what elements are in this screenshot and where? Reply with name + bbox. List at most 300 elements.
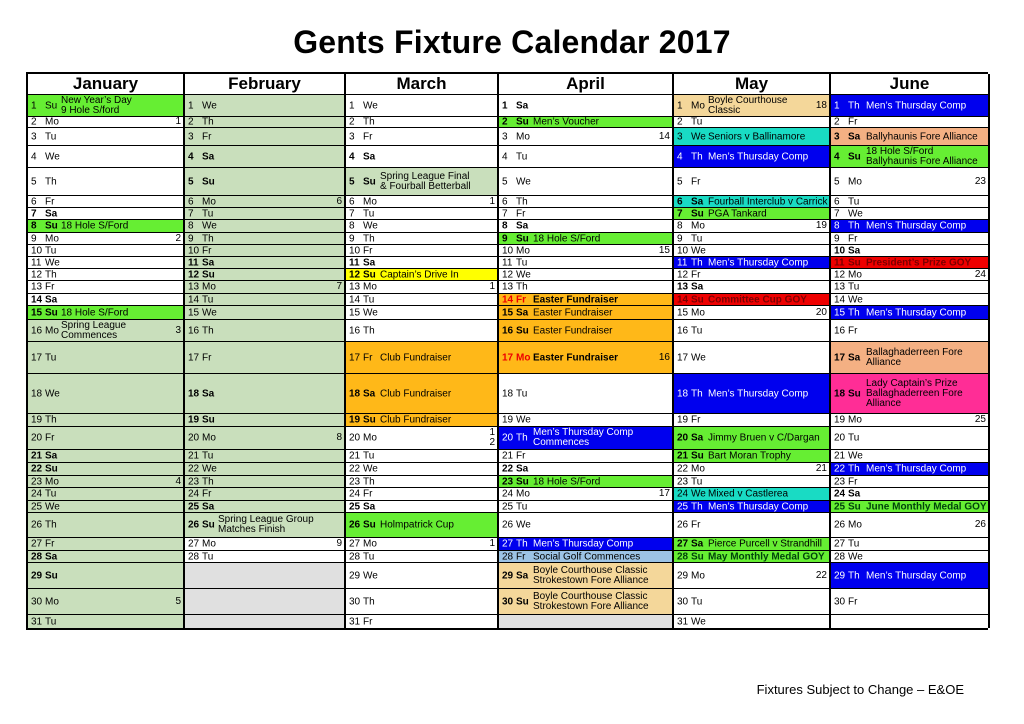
day-number: 12 [349, 269, 361, 280]
day-cell [674, 94, 831, 116]
weekday: Su [691, 551, 704, 562]
day-number: 27 [349, 538, 361, 550]
day-number: 30 [31, 596, 43, 607]
weekday: Tu [848, 196, 860, 207]
day-label [31, 451, 61, 462]
day-number: 2 [502, 116, 508, 127]
day-number: 4 [834, 151, 840, 162]
day-label [188, 196, 218, 207]
weekday: Fr [45, 432, 55, 444]
day-cell [185, 550, 346, 562]
weekday: Sa [45, 208, 58, 219]
day-label [502, 520, 532, 531]
day-label [188, 433, 218, 444]
day-row [28, 449, 988, 462]
day-number: 17 [349, 352, 361, 363]
event-label: Pierce Purcell v Strandhill [708, 538, 822, 550]
weekday: Tu [848, 281, 860, 293]
day-label [188, 388, 218, 399]
weekday: We [202, 307, 217, 318]
day-cell [28, 588, 185, 614]
day-number: 13 [834, 281, 846, 293]
weekday: Mo [516, 352, 531, 363]
weekday: Fr [202, 488, 212, 500]
day-cell [185, 413, 346, 426]
day-number: 16 [677, 325, 689, 336]
weekday: Sa [691, 432, 704, 444]
day-label [188, 352, 218, 363]
day-row [28, 462, 988, 475]
weekday: Mo [363, 538, 377, 550]
day-number: 7 [188, 208, 194, 219]
day-label [502, 245, 532, 256]
day-label [834, 388, 864, 399]
weekday: Th [848, 307, 860, 318]
weekday: Su [691, 208, 704, 219]
day-cell [674, 219, 831, 232]
day-number: 1 [834, 100, 840, 111]
day-number: 18 [502, 388, 514, 399]
day-label [677, 208, 707, 219]
weekday: Th [691, 151, 703, 162]
day-cell [674, 562, 831, 588]
weekday: Mo [202, 538, 216, 550]
day-cell [499, 487, 674, 500]
weekday: Fr [691, 269, 701, 280]
weekday: Mo [691, 570, 705, 581]
weekday: Su [691, 450, 704, 462]
weekday: We [516, 519, 531, 531]
day-number: 9 [677, 233, 683, 244]
day-label [188, 131, 218, 142]
day-row [28, 373, 988, 413]
day-cell [831, 305, 990, 319]
weekday: Mo [363, 196, 377, 207]
weekday: Th [516, 538, 528, 550]
day-row [28, 145, 988, 167]
weekday: Mo [202, 196, 216, 207]
day-cell [674, 475, 831, 487]
day-cell [346, 195, 499, 207]
day-label [677, 117, 707, 128]
weekday: Su [516, 233, 529, 244]
weekday: Mo [45, 476, 59, 487]
day-number: 5 [677, 176, 683, 187]
day-number: 8 [188, 220, 194, 232]
day-cell [674, 319, 831, 341]
day-cell [185, 373, 346, 413]
day-label [502, 325, 532, 336]
day-cell [499, 305, 674, 319]
weekday: Th [45, 519, 57, 531]
day-number: 6 [502, 196, 508, 207]
weekday: We [848, 294, 863, 305]
day-label [502, 616, 532, 627]
day-number: 4 [502, 151, 508, 162]
weekday: Sa [202, 151, 215, 162]
day-label [31, 596, 61, 607]
day-label [31, 117, 61, 128]
day-cell [28, 562, 185, 588]
day-cell [674, 145, 831, 167]
day-cell [185, 207, 346, 219]
day-row [28, 562, 988, 588]
day-number: 12 [31, 269, 43, 280]
day-number: 31 [349, 616, 361, 627]
day-number: 10 [188, 245, 200, 256]
day-cell [674, 449, 831, 462]
day-label [349, 489, 379, 500]
day-label [31, 100, 61, 111]
day-number: 23 [188, 476, 200, 487]
day-cell [28, 293, 185, 305]
day-number: 12 [677, 269, 689, 280]
day-cell [28, 449, 185, 462]
weekday: We [691, 488, 706, 500]
day-number: 20 [834, 432, 846, 444]
day-label [31, 233, 61, 244]
day-cell [28, 145, 185, 167]
day-row [28, 256, 988, 268]
day-cell [674, 127, 831, 145]
day-cell [831, 426, 990, 449]
day-label [188, 501, 218, 512]
weekday: We [45, 388, 60, 399]
day-number: 3 [677, 131, 683, 142]
day-cell [185, 614, 346, 628]
day-label [834, 100, 864, 111]
day-cell [674, 207, 831, 219]
weekday: We [516, 269, 531, 280]
day-row [28, 426, 988, 449]
weekday: Mo [848, 176, 862, 187]
weekday: Sa [45, 294, 58, 305]
day-label [349, 257, 379, 268]
week-number: 18 [815, 99, 827, 111]
day-number: 22 [31, 463, 43, 475]
day-label [502, 196, 532, 207]
day-cell [346, 562, 499, 588]
weekday: Sa [45, 551, 58, 562]
day-number: 28 [677, 551, 689, 562]
weekday: Su [45, 463, 58, 475]
day-label [349, 131, 379, 142]
day-row [28, 232, 988, 244]
day-number: 27 [677, 538, 689, 550]
disclaimer: Fixtures Subject to Change – E&OE [756, 682, 964, 697]
day-cell [28, 487, 185, 500]
day-label [31, 208, 61, 219]
day-row [28, 588, 988, 614]
day-cell [28, 280, 185, 293]
day-label [834, 616, 864, 627]
day-number: 5 [188, 176, 194, 187]
day-label [502, 501, 532, 512]
day-number: 6 [31, 196, 37, 207]
day-number: 15 [349, 307, 361, 318]
day-label [834, 131, 864, 142]
weekday: Fr [691, 519, 701, 531]
day-number: 17 [834, 352, 846, 363]
day-cell [831, 145, 990, 167]
day-cell [185, 487, 346, 500]
day-cell [346, 537, 499, 550]
day-number: 1 [188, 100, 194, 111]
day-label [834, 325, 864, 336]
day-label [502, 596, 532, 607]
weekday: Fr [516, 208, 526, 219]
day-rows [26, 94, 988, 630]
day-label [502, 221, 532, 232]
day-number: 17 [31, 352, 43, 363]
day-label [677, 196, 707, 207]
weekday: Tu [45, 245, 57, 256]
day-number: 10 [349, 245, 361, 256]
month-header-january: January [28, 74, 185, 94]
day-label [677, 151, 707, 162]
day-label [834, 551, 864, 562]
day-cell [499, 550, 674, 562]
weekday: Fr [516, 294, 526, 305]
day-cell [674, 167, 831, 195]
day-cell [346, 268, 499, 280]
weekday: We [363, 463, 378, 475]
day-number: 22 [188, 463, 200, 475]
day-label [188, 307, 218, 318]
weekday: Th [202, 233, 214, 244]
weekday: Sa [202, 501, 215, 512]
day-label [677, 539, 707, 550]
day-cell [185, 475, 346, 487]
day-label [31, 176, 61, 187]
day-cell [185, 167, 346, 195]
month-header-april: April [499, 74, 674, 94]
day-cell [674, 195, 831, 207]
event-label: Mixed v Castlerea [708, 488, 789, 500]
day-cell [185, 512, 346, 537]
weekday: Th [848, 220, 860, 232]
day-number: 25 [349, 501, 361, 512]
day-number: 22 [349, 463, 361, 475]
weekday: Su [45, 307, 58, 318]
day-label [677, 100, 707, 111]
day-number: 14 [834, 294, 846, 305]
weekday: Sa [45, 450, 58, 462]
weekday: Th [363, 116, 375, 127]
day-number: 19 [677, 414, 689, 426]
day-cell [346, 219, 499, 232]
weekday: Su [45, 220, 58, 232]
day-cell [185, 293, 346, 305]
day-label [502, 570, 532, 581]
day-cell [346, 341, 499, 373]
month-header-may: May [674, 74, 831, 94]
day-cell [674, 268, 831, 280]
weekday: Fr [848, 116, 858, 127]
day-number: 23 [677, 476, 689, 487]
event-label: Easter Fundraiser [533, 325, 613, 336]
day-cell [28, 127, 185, 145]
day-cell [831, 167, 990, 195]
weekday: We [202, 463, 217, 475]
day-cell [831, 116, 990, 127]
event-label: Club Fundraiser [380, 352, 452, 363]
day-number: 2 [349, 116, 355, 127]
weekday: Th [691, 501, 703, 512]
week-number: 20 [815, 306, 827, 318]
day-row [28, 305, 988, 319]
event-label: Men’s Thursday Comp [866, 220, 967, 232]
day-cell [185, 341, 346, 373]
day-label [188, 100, 218, 111]
day-number: 20 [349, 432, 361, 444]
event-label: Easter Fundraiser [533, 294, 619, 305]
day-row [28, 475, 988, 487]
month-header-february: February [185, 74, 346, 94]
day-label [188, 520, 218, 531]
weekday: We [45, 501, 60, 512]
day-number: 3 [349, 131, 355, 142]
day-label [677, 596, 707, 607]
week-number: 19 [815, 220, 827, 231]
day-cell [674, 614, 831, 628]
day-label [349, 176, 379, 187]
day-label [188, 596, 218, 607]
day-label [502, 257, 532, 268]
weekday: Th [691, 388, 703, 399]
day-label [349, 451, 379, 462]
weekday: Su [848, 151, 861, 162]
day-label [834, 520, 864, 531]
day-cell [28, 426, 185, 449]
day-label [677, 352, 707, 363]
day-row [28, 537, 988, 550]
day-number: 28 [834, 551, 846, 562]
day-number: 25 [31, 501, 43, 512]
day-cell [831, 127, 990, 145]
day-cell [346, 475, 499, 487]
week-number: 17 [658, 488, 670, 499]
day-cell [499, 293, 674, 305]
weekday: We [848, 551, 863, 562]
day-label [834, 269, 864, 280]
day-number: 1 [31, 100, 37, 111]
day-cell [674, 293, 831, 305]
week-number: 15 [658, 244, 670, 256]
day-cell [346, 167, 499, 195]
day-number: 24 [834, 488, 846, 500]
day-number: 5 [349, 176, 355, 187]
day-label [349, 208, 379, 219]
day-number: 23 [349, 476, 361, 487]
weekday: Fr [516, 551, 526, 562]
day-cell [346, 449, 499, 462]
weekday: Th [45, 269, 57, 280]
day-number: 18 [677, 388, 689, 399]
day-cell [674, 413, 831, 426]
day-label [834, 257, 864, 268]
day-label [31, 433, 61, 444]
day-cell [499, 280, 674, 293]
day-number: 10 [31, 245, 43, 256]
weekday: Th [45, 414, 57, 426]
day-cell [346, 319, 499, 341]
day-cell [831, 94, 990, 116]
weekday: Su [516, 476, 529, 487]
week-number: 21 [815, 463, 827, 474]
day-label [188, 451, 218, 462]
day-label [834, 282, 864, 293]
day-label [502, 151, 532, 162]
day-label [502, 131, 532, 142]
day-label [834, 208, 864, 219]
weekday: Su [363, 414, 376, 426]
weekday: Su [516, 325, 529, 336]
day-label [502, 208, 532, 219]
weekday: Fr [691, 176, 701, 187]
day-number: 3 [188, 131, 194, 142]
day-label [31, 464, 61, 475]
event-label: Boyle Courthouse Classic [708, 94, 788, 116]
event-label: Men’s Thursday Comp Commences [533, 427, 634, 448]
weekday: Mo [45, 325, 59, 336]
day-number: 19 [188, 414, 200, 426]
day-cell [346, 207, 499, 219]
day-number: 13 [31, 281, 43, 293]
day-cell [499, 207, 674, 219]
day-cell [346, 94, 499, 116]
day-cell [831, 562, 990, 588]
day-label [31, 325, 61, 336]
day-number: 30 [349, 596, 361, 607]
weekday: We [516, 176, 531, 187]
day-cell [346, 373, 499, 413]
weekday: Mo [848, 269, 862, 280]
day-cell [674, 462, 831, 475]
weekday: Fr [848, 476, 858, 487]
day-label [677, 325, 707, 336]
day-number: 26 [677, 519, 689, 531]
day-cell [346, 512, 499, 537]
day-cell [499, 475, 674, 487]
weekday: Tu [691, 596, 703, 607]
week-number: 1 [175, 116, 181, 127]
day-label [677, 415, 707, 426]
day-label [677, 451, 707, 462]
day-row [28, 94, 988, 116]
weekday: Sa [363, 388, 376, 399]
weekday: Fr [363, 616, 373, 627]
day-label [31, 551, 61, 562]
event-label: 18 Hole S/Ford [61, 220, 129, 232]
day-cell [346, 116, 499, 127]
day-number: 15 [834, 307, 846, 318]
day-label [31, 489, 61, 500]
day-label [834, 352, 864, 363]
weekday: Tu [516, 257, 528, 268]
day-cell [185, 195, 346, 207]
day-label [31, 221, 61, 232]
day-cell [831, 550, 990, 562]
weekday: Tu [202, 551, 214, 562]
day-row [28, 550, 988, 562]
day-number: 18 [31, 388, 43, 399]
day-cell [499, 588, 674, 614]
weekday: Th [848, 463, 860, 475]
day-label [31, 282, 61, 293]
week-number: 9 [336, 538, 342, 549]
day-label [502, 352, 532, 363]
